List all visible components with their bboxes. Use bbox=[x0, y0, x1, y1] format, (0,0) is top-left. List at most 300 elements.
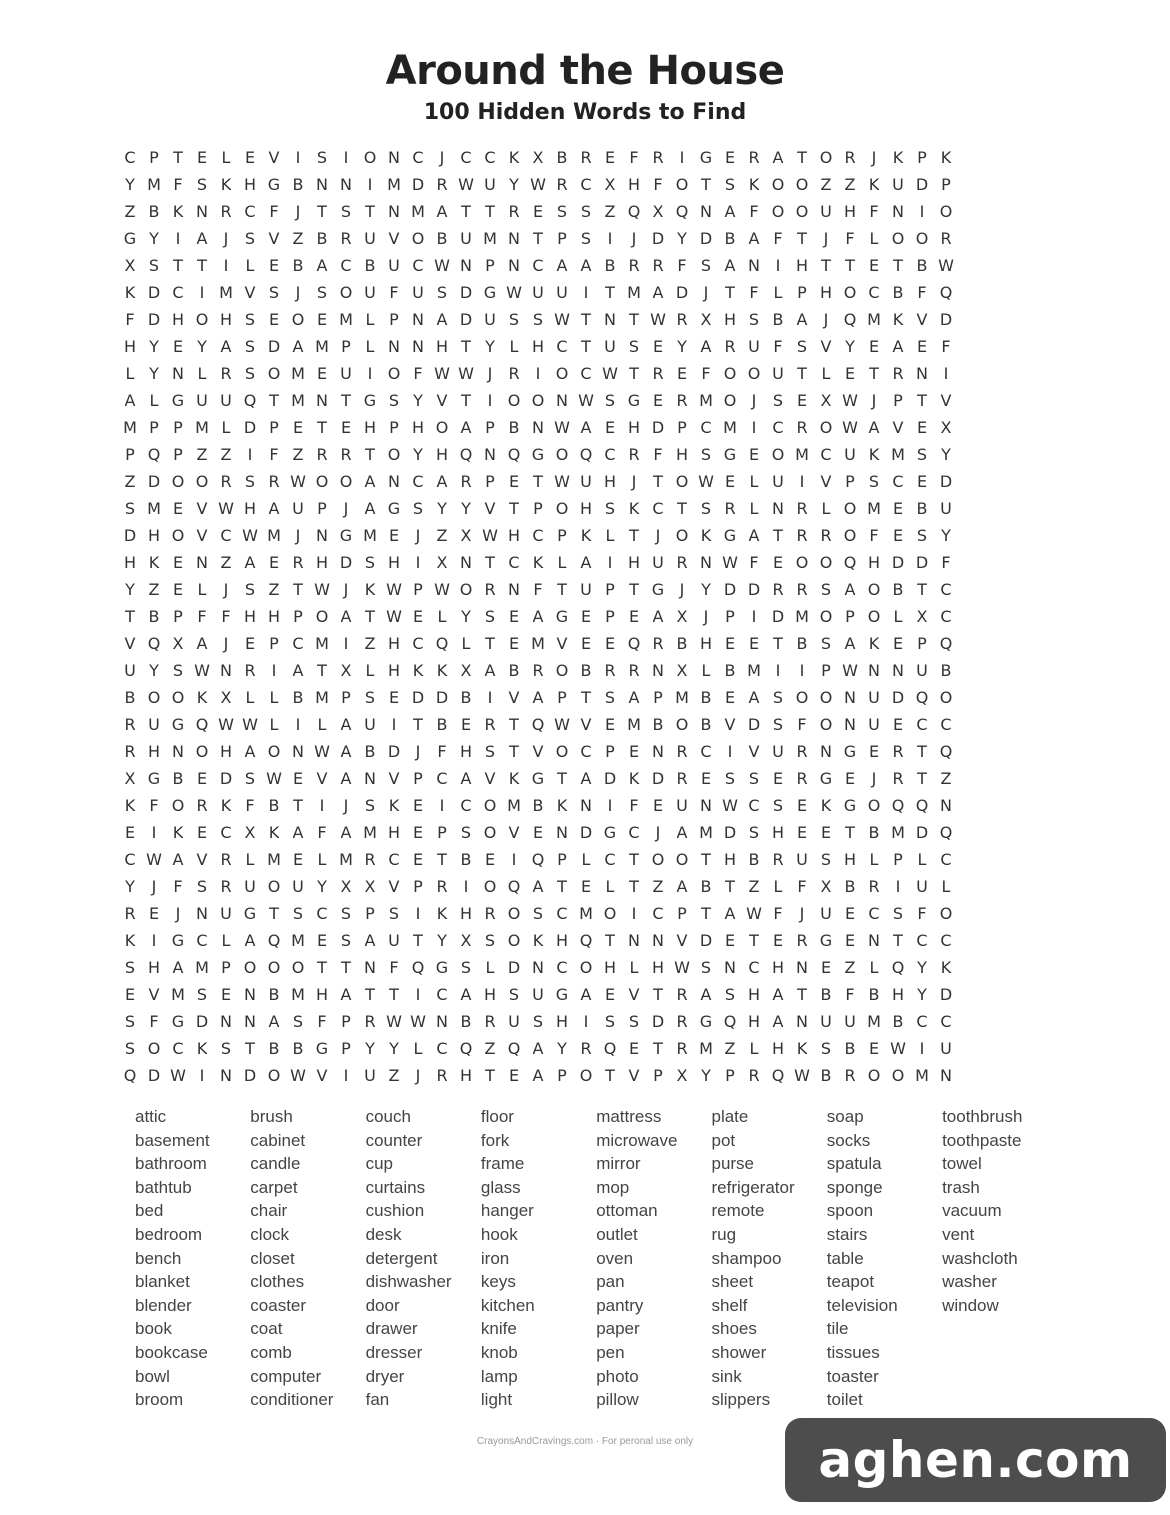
grid-letter: B bbox=[172, 769, 184, 788]
grid-letter: N bbox=[172, 742, 184, 761]
grid-letter: A bbox=[556, 256, 568, 275]
grid-letter: N bbox=[508, 229, 520, 248]
grid-letter: B bbox=[436, 229, 448, 248]
grid-letter: H bbox=[771, 823, 785, 842]
grid-letter: Q bbox=[123, 1066, 137, 1085]
grid-letter: S bbox=[364, 553, 376, 572]
word-item: lamp bbox=[480, 1366, 518, 1386]
grid-letter: C bbox=[940, 715, 952, 734]
grid-letter: E bbox=[724, 688, 736, 707]
grid-letter: Q bbox=[147, 445, 161, 464]
grid-letter: Q bbox=[891, 958, 905, 977]
grid-letter: F bbox=[125, 310, 135, 329]
grid-letter: S bbox=[244, 769, 256, 788]
grid-letter: X bbox=[532, 148, 544, 167]
grid-letter: K bbox=[388, 796, 400, 815]
grid-letter: O bbox=[483, 877, 497, 896]
grid-letter: B bbox=[292, 175, 304, 194]
grid-letter: I bbox=[343, 148, 349, 167]
grid-letter: Q bbox=[147, 634, 161, 653]
word-item: dresser bbox=[365, 1342, 423, 1362]
grid-letter: X bbox=[244, 823, 256, 842]
grid-letter: C bbox=[532, 526, 544, 545]
word-item: toaster bbox=[826, 1366, 879, 1386]
grid-letter: W bbox=[266, 769, 282, 788]
grid-letter: E bbox=[724, 472, 736, 491]
grid-letter: L bbox=[461, 634, 471, 653]
grid-letter: R bbox=[124, 904, 136, 923]
grid-letter: H bbox=[483, 985, 497, 1004]
grid-letter: S bbox=[604, 1012, 616, 1031]
grid-letter: U bbox=[796, 850, 808, 869]
word-item: ottoman bbox=[596, 1201, 658, 1221]
grid-letter: O bbox=[171, 688, 185, 707]
grid-letter: A bbox=[340, 985, 352, 1004]
grid-letter: R bbox=[844, 1066, 856, 1085]
word-item: cabinet bbox=[250, 1130, 306, 1150]
grid-letter: E bbox=[892, 499, 904, 518]
grid-letter: I bbox=[151, 823, 157, 842]
grid-letter: Y bbox=[125, 877, 135, 896]
grid-letter: R bbox=[892, 364, 904, 383]
grid-letter: P bbox=[725, 607, 735, 626]
grid-letter: T bbox=[485, 202, 495, 221]
grid-letter: S bbox=[484, 742, 496, 761]
grid-letter: A bbox=[748, 688, 760, 707]
grid-letter: R bbox=[652, 634, 664, 653]
grid-letter: J bbox=[487, 364, 493, 383]
grid-letter: E bbox=[652, 337, 664, 356]
grid-letter: J bbox=[343, 796, 349, 815]
grid-letter: O bbox=[795, 688, 809, 707]
grid-letter: R bbox=[220, 364, 232, 383]
word-column bbox=[481, 1105, 596, 1412]
grid-letter: K bbox=[364, 580, 376, 599]
grid-letter: N bbox=[388, 472, 400, 491]
grid-letter: A bbox=[748, 229, 760, 248]
grid-letter: P bbox=[149, 418, 159, 437]
grid-letter: K bbox=[892, 148, 904, 167]
grid-letter: Q bbox=[915, 796, 929, 815]
grid-letter: F bbox=[869, 526, 879, 545]
grid-letter: G bbox=[531, 445, 545, 464]
grid-letter: F bbox=[173, 877, 183, 896]
grid-letter: M bbox=[867, 310, 881, 329]
grid-letter: H bbox=[147, 526, 161, 545]
grid-letter: S bbox=[532, 310, 544, 329]
grid-letter: E bbox=[916, 418, 928, 437]
grid-letter: D bbox=[507, 958, 521, 977]
grid-letter: R bbox=[676, 985, 688, 1004]
grid-letter: A bbox=[580, 553, 592, 572]
grid-letter: L bbox=[557, 553, 567, 572]
grid-letter: I bbox=[343, 1066, 349, 1085]
word-item: cushion bbox=[365, 1201, 425, 1221]
word-item: bench bbox=[135, 1248, 182, 1268]
grid-letter: S bbox=[700, 499, 712, 518]
grid-letter: N bbox=[364, 769, 376, 788]
grid-row bbox=[118, 927, 958, 954]
grid-letter: V bbox=[508, 823, 520, 842]
grid-letter: G bbox=[555, 607, 569, 626]
page-title: Around the House bbox=[385, 48, 785, 94]
grid-letter: N bbox=[700, 796, 712, 815]
grid-letter: Y bbox=[149, 661, 159, 680]
grid-letter: C bbox=[172, 1039, 184, 1058]
grid-letter: N bbox=[844, 715, 856, 734]
grid-letter: P bbox=[389, 310, 399, 329]
grid-letter: W bbox=[242, 715, 258, 734]
grid-letter: E bbox=[820, 958, 832, 977]
grid-letter: G bbox=[147, 769, 161, 788]
grid-letter: E bbox=[628, 607, 640, 626]
word-item: television bbox=[826, 1295, 898, 1315]
grid-letter: Y bbox=[197, 337, 207, 356]
grid-letter: O bbox=[771, 202, 785, 221]
grid-letter: T bbox=[125, 607, 135, 626]
grid-letter: R bbox=[292, 553, 304, 572]
grid-letter: F bbox=[941, 337, 951, 356]
word-item: bathroom bbox=[135, 1154, 207, 1174]
grid-letter: D bbox=[723, 823, 737, 842]
grid-letter: O bbox=[507, 391, 521, 410]
grid-letter: K bbox=[196, 1039, 208, 1058]
grid-letter: P bbox=[893, 850, 903, 869]
grid-letter: I bbox=[919, 202, 925, 221]
word-item: bookcase bbox=[135, 1342, 208, 1362]
grid-letter: D bbox=[939, 472, 953, 491]
grid-letter: A bbox=[196, 634, 208, 653]
grid-letter: Y bbox=[149, 364, 159, 383]
grid-letter: D bbox=[243, 1066, 257, 1085]
word-item: outlet bbox=[596, 1224, 638, 1244]
grid-letter: E bbox=[412, 607, 424, 626]
grid-letter: A bbox=[580, 418, 592, 437]
grid-letter: J bbox=[295, 526, 301, 545]
grid-letter: D bbox=[243, 418, 257, 437]
grid-letter: P bbox=[677, 904, 687, 923]
grid-letter: P bbox=[533, 499, 543, 518]
grid-row bbox=[118, 792, 958, 819]
grid-letter: D bbox=[603, 769, 617, 788]
grid-letter: E bbox=[796, 823, 808, 842]
grid-row bbox=[118, 198, 958, 225]
grid-letter: G bbox=[723, 445, 737, 464]
grid-letter: R bbox=[220, 877, 232, 896]
word-item: toilet bbox=[826, 1390, 863, 1410]
grid-row bbox=[118, 657, 958, 684]
grid-letter: D bbox=[699, 931, 713, 950]
grid-letter: G bbox=[243, 904, 257, 923]
word-item: refrigerator bbox=[711, 1177, 795, 1197]
grid-letter: M bbox=[699, 391, 713, 410]
grid-letter: Y bbox=[437, 931, 447, 950]
word-item: knife bbox=[480, 1319, 517, 1339]
grid-letter: C bbox=[604, 445, 616, 464]
grid-letter: T bbox=[701, 850, 711, 869]
grid-letter: S bbox=[172, 661, 184, 680]
grid-letter: J bbox=[799, 904, 805, 923]
grid-letter: K bbox=[868, 175, 880, 194]
grid-letter: Z bbox=[364, 634, 376, 653]
grid-letter: Q bbox=[627, 634, 641, 653]
grid-letter: H bbox=[171, 310, 185, 329]
grid-row bbox=[118, 333, 958, 360]
grid-letter: F bbox=[797, 715, 807, 734]
grid-letter: D bbox=[387, 742, 401, 761]
grid-row bbox=[118, 414, 958, 441]
grid-letter: A bbox=[772, 148, 784, 167]
grid-letter: S bbox=[292, 1012, 304, 1031]
grid-letter: Y bbox=[149, 229, 159, 248]
word-item: clothes bbox=[250, 1272, 305, 1292]
grid-letter: B bbox=[844, 877, 856, 896]
grid-letter: W bbox=[698, 472, 714, 491]
grid-letter: H bbox=[435, 337, 449, 356]
grid-letter: A bbox=[484, 661, 496, 680]
grid-letter: N bbox=[652, 931, 664, 950]
grid-letter: L bbox=[749, 1039, 759, 1058]
word-column bbox=[250, 1105, 365, 1412]
grid-letter: R bbox=[844, 148, 856, 167]
grid-letter: Z bbox=[220, 553, 232, 572]
grid-letter: S bbox=[484, 931, 496, 950]
grid-letter: J bbox=[415, 1066, 421, 1085]
grid-letter: W bbox=[530, 175, 546, 194]
grid-letter: O bbox=[387, 364, 401, 383]
grid-letter: R bbox=[748, 1066, 760, 1085]
grid-letter: F bbox=[749, 283, 759, 302]
grid-letter: D bbox=[939, 310, 953, 329]
grid-letter: Y bbox=[917, 958, 927, 977]
grid-letter: V bbox=[676, 931, 688, 950]
grid-letter: P bbox=[221, 958, 231, 977]
grid-letter: H bbox=[627, 553, 641, 572]
grid-letter: L bbox=[437, 607, 447, 626]
grid-letter: C bbox=[940, 850, 952, 869]
grid-letter: A bbox=[244, 742, 256, 761]
grid-letter: H bbox=[651, 958, 665, 977]
word-item: comb bbox=[250, 1342, 292, 1362]
word-column bbox=[366, 1105, 481, 1412]
grid-letter: C bbox=[556, 337, 568, 356]
grid-letter: D bbox=[747, 715, 761, 734]
grid-letter: T bbox=[173, 256, 183, 275]
grid-letter: O bbox=[771, 445, 785, 464]
grid-letter: H bbox=[723, 310, 737, 329]
grid-letter: V bbox=[316, 1066, 328, 1085]
word-item: pillow bbox=[596, 1390, 639, 1410]
grid-letter: P bbox=[389, 418, 399, 437]
grid-letter: Q bbox=[939, 823, 953, 842]
grid-letter: D bbox=[891, 553, 905, 572]
word-item: mop bbox=[596, 1177, 630, 1197]
grid-letter: H bbox=[891, 985, 905, 1004]
grid-letter: F bbox=[149, 1012, 159, 1031]
grid-letter: O bbox=[915, 229, 929, 248]
grid-letter: F bbox=[773, 904, 783, 923]
grid-letter: R bbox=[796, 499, 808, 518]
grid-letter: O bbox=[459, 580, 473, 599]
grid-letter: Q bbox=[459, 445, 473, 464]
grid-letter: M bbox=[627, 283, 641, 302]
grid-letter: Q bbox=[843, 310, 857, 329]
grid-letter: D bbox=[435, 688, 449, 707]
grid-letter: B bbox=[820, 985, 832, 1004]
grid-letter: D bbox=[195, 1012, 209, 1031]
grid-letter: R bbox=[676, 1039, 688, 1058]
grid-letter: S bbox=[364, 688, 376, 707]
grid-letter: H bbox=[867, 553, 881, 572]
grid-letter: H bbox=[387, 634, 401, 653]
grid-letter: O bbox=[315, 472, 329, 491]
grid-letter: F bbox=[653, 445, 663, 464]
grid-letter: C bbox=[940, 931, 952, 950]
grid-letter: I bbox=[943, 364, 949, 383]
grid-letter: O bbox=[843, 283, 857, 302]
grid-letter: C bbox=[436, 985, 448, 1004]
footer-credit: CrayonsAndCravings.com · For peronal use only bbox=[476, 1436, 694, 1447]
grid-letter: T bbox=[629, 850, 639, 869]
grid-letter: E bbox=[292, 769, 304, 788]
grid-letter: U bbox=[820, 904, 832, 923]
grid-letter: E bbox=[652, 391, 664, 410]
grid-letter: E bbox=[340, 418, 352, 437]
grid-letter: E bbox=[844, 364, 856, 383]
grid-letter: N bbox=[604, 310, 616, 329]
grid-letter: P bbox=[173, 445, 183, 464]
grid-letter: O bbox=[651, 850, 665, 869]
grid-letter: B bbox=[916, 499, 928, 518]
grid-letter: E bbox=[412, 796, 424, 815]
grid-letter: M bbox=[195, 418, 209, 437]
grid-letter: P bbox=[677, 418, 687, 437]
word-item: detergent bbox=[365, 1248, 438, 1268]
grid-letter: L bbox=[125, 364, 135, 383]
grid-letter: E bbox=[748, 634, 760, 653]
grid-letter: K bbox=[124, 931, 136, 950]
grid-letter: T bbox=[629, 877, 639, 896]
grid-letter: I bbox=[343, 634, 349, 653]
grid-letter: F bbox=[389, 958, 399, 977]
grid-letter: E bbox=[604, 634, 616, 653]
grid-letter: E bbox=[772, 769, 784, 788]
grid-letter: A bbox=[436, 310, 448, 329]
grid-letter: T bbox=[677, 499, 687, 518]
grid-letter: W bbox=[746, 904, 762, 923]
word-item: tile bbox=[826, 1319, 849, 1339]
grid-letter: V bbox=[196, 850, 208, 869]
grid-letter: T bbox=[653, 985, 663, 1004]
grid-letter: A bbox=[172, 958, 184, 977]
grid-letter: S bbox=[796, 337, 808, 356]
word-item: coaster bbox=[250, 1295, 307, 1315]
grid-letter: C bbox=[916, 1012, 928, 1031]
grid-letter: H bbox=[243, 175, 257, 194]
grid-letter: F bbox=[677, 256, 687, 275]
grid-letter: M bbox=[315, 634, 329, 653]
grid-letter: R bbox=[220, 850, 232, 869]
grid-letter: Q bbox=[459, 1039, 473, 1058]
grid-letter: T bbox=[917, 769, 927, 788]
grid-letter: B bbox=[124, 688, 136, 707]
grid-letter: E bbox=[220, 985, 232, 1004]
grid-letter: H bbox=[123, 337, 137, 356]
grid-letter: I bbox=[607, 796, 613, 815]
word-item: book bbox=[135, 1319, 172, 1339]
grid-letter: U bbox=[772, 742, 784, 761]
grid-letter: Y bbox=[461, 499, 471, 518]
grid-letter: C bbox=[580, 175, 592, 194]
grid-letter: Q bbox=[915, 688, 929, 707]
grid-letter: A bbox=[436, 202, 448, 221]
word-item: spatula bbox=[826, 1154, 882, 1174]
grid-letter: I bbox=[175, 229, 181, 248]
grid-letter: R bbox=[796, 526, 808, 545]
grid-letter: Y bbox=[941, 526, 951, 545]
grid-letter: A bbox=[340, 607, 352, 626]
grid-letter: U bbox=[868, 688, 880, 707]
word-item: washcloth bbox=[942, 1248, 1018, 1268]
grid-letter: B bbox=[436, 715, 448, 734]
grid-letter: Z bbox=[292, 229, 304, 248]
word-item: vacuum bbox=[942, 1201, 1002, 1221]
grid-letter: B bbox=[532, 796, 544, 815]
word-item: purse bbox=[711, 1154, 755, 1174]
grid-letter: N bbox=[244, 1012, 256, 1031]
grid-letter: R bbox=[316, 445, 328, 464]
word-item: counter bbox=[365, 1130, 423, 1150]
grid-letter: T bbox=[413, 931, 423, 950]
grid-letter: H bbox=[627, 418, 641, 437]
grid-letter: N bbox=[484, 445, 496, 464]
grid-letter: O bbox=[195, 742, 209, 761]
grid-letter: J bbox=[343, 499, 349, 518]
grid-letter: C bbox=[340, 256, 352, 275]
grid-letter: R bbox=[604, 661, 616, 680]
grid-letter: U bbox=[460, 229, 472, 248]
grid-letter: T bbox=[317, 958, 327, 977]
grid-letter: L bbox=[917, 850, 927, 869]
word-item: plate bbox=[711, 1107, 749, 1126]
word-item: shower bbox=[711, 1342, 767, 1362]
grid-letter: N bbox=[388, 148, 400, 167]
grid-letter: N bbox=[748, 256, 760, 275]
word-list bbox=[135, 1105, 1057, 1412]
grid-letter: Q bbox=[723, 1012, 737, 1031]
grid-row bbox=[118, 630, 958, 657]
grid-letter: K bbox=[532, 931, 544, 950]
grid-letter: A bbox=[340, 715, 352, 734]
grid-letter: N bbox=[196, 553, 208, 572]
grid-letter: N bbox=[772, 499, 784, 518]
grid-letter: A bbox=[124, 391, 136, 410]
grid-letter: D bbox=[651, 229, 665, 248]
grid-letter: S bbox=[532, 1012, 544, 1031]
grid-letter: A bbox=[868, 418, 880, 437]
grid-letter: X bbox=[460, 661, 472, 680]
grid-letter: C bbox=[700, 742, 712, 761]
grid-letter: Y bbox=[917, 985, 927, 1004]
grid-letter: K bbox=[172, 202, 184, 221]
grid-letter: A bbox=[724, 256, 736, 275]
grid-letter: X bbox=[460, 526, 472, 545]
grid-letter: L bbox=[581, 850, 591, 869]
grid-letter: A bbox=[268, 499, 280, 518]
grid-letter: A bbox=[580, 256, 592, 275]
grid-letter: O bbox=[843, 499, 857, 518]
grid-letter: T bbox=[773, 634, 783, 653]
